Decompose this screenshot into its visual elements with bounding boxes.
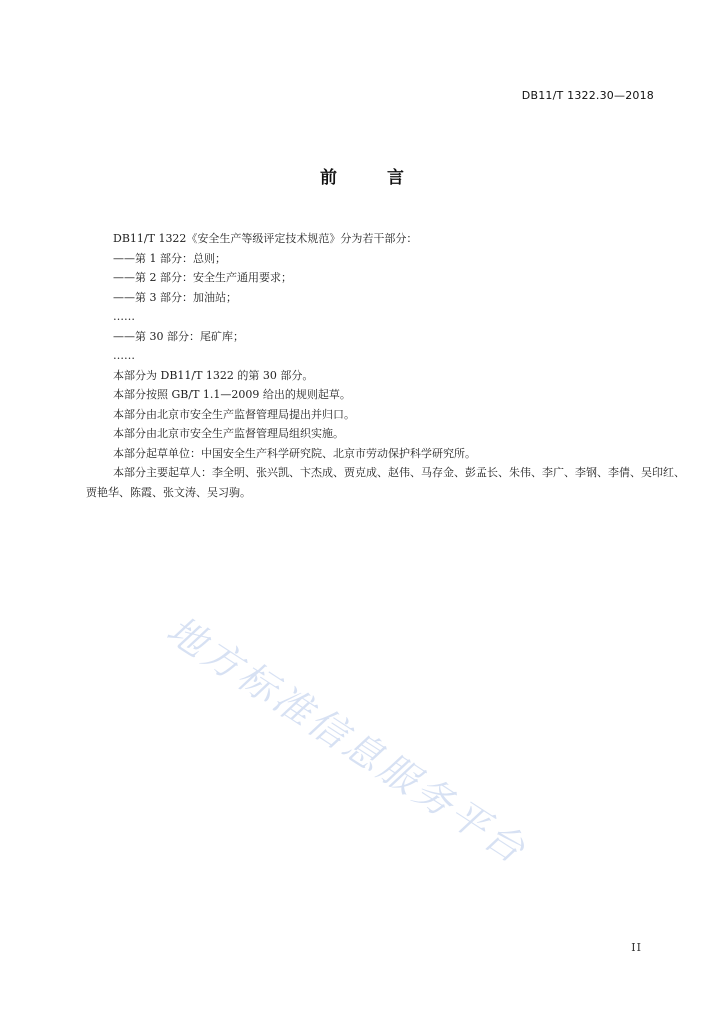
page-title: 前 言: [320, 168, 426, 188]
document-body: [86, 229, 686, 502]
part-list-item: ——第 3 部分：加油站；: [113, 290, 237, 304]
statement-drafting-units: 本部分起草单位：中国安全生产科学研究院、北京市劳动保护科学研究所。: [113, 446, 476, 460]
watermark-text: 地方标准信息服务平台: [159, 607, 536, 874]
statement-proposer: 本部分由北京市安全生产监督管理局提出并归口。: [113, 407, 355, 421]
part-list-item: ——第 1 部分：总则；: [113, 251, 226, 265]
statement-implementer: 本部分由北京市安全生产监督管理局组织实施。: [113, 427, 344, 440]
statement-drafters: 本部分主要起草人：李全明、张兴凯、卞杰成、贾克成、赵伟、马存金、彭孟长、朱伟、李广、李钢、李倩、吴印红、贾艳华、陈霞、张文涛、吴习驹。: [86, 466, 685, 499]
page-number: II: [631, 941, 642, 954]
part-list-ellipsis: ……: [113, 349, 135, 362]
part-list-item: ——第 2 部分：安全生产通用要求；: [113, 271, 292, 284]
statement-drafting-rules: 本部分按照 GB/T 1.1—2009 给出的规则起草。: [113, 388, 351, 401]
part-list-ellipsis: ……: [113, 310, 135, 323]
part-list-item: ——第 30 部分：尾矿库；: [113, 329, 244, 343]
standard-code-header: DB11/T 1322.30—2018: [521, 89, 654, 102]
intro-line: DB11/T 1322《安全生产等级评定技术规范》分为若干部分：: [113, 232, 418, 245]
statement-part-number: 本部分为 DB11/T 1322 的第 30 部分。: [113, 368, 314, 382]
